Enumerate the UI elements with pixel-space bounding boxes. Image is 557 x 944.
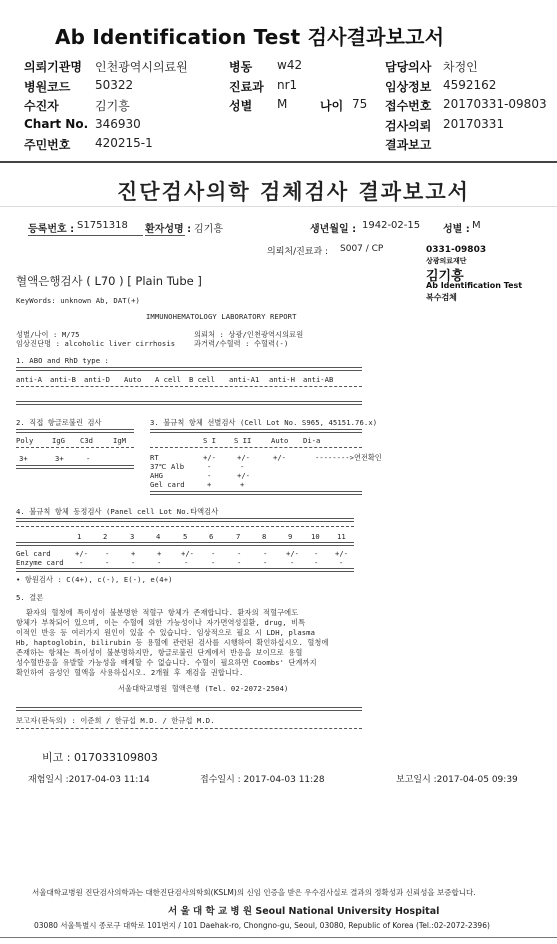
panel-enz-7: -: [237, 558, 242, 567]
hospital-code-value: 50322: [95, 78, 134, 92]
ward-dept-label: 의뢰처/진료과 :: [267, 247, 329, 257]
patient-underline: [145, 235, 185, 236]
conclusion-line-6: 성수혈반응을 유발할 가능성을 배제할 수 없습니다. 수혈이 필요하면 Coombs' 단계까지: [16, 658, 317, 667]
receipt-no-value: 20170331-09803: [443, 97, 547, 111]
received-time: 접수일시 : 2017-04-03 11:28: [200, 775, 325, 785]
panel-enz-6: -: [211, 558, 216, 567]
chart-no-label: Chart No.: [24, 117, 89, 131]
screen-top-rule: [150, 429, 362, 433]
stamp-specimen: 복수검체: [426, 293, 457, 302]
screen-phase-37: 37℃ Alb: [150, 462, 185, 471]
section-dat-title: 2. 직접 항글로불린 검사: [16, 418, 102, 427]
screen-37-si: -: [207, 462, 212, 471]
screen-gel-sii: +: [240, 480, 245, 489]
clinical-info-value: 4592162: [443, 78, 497, 92]
panel-enz-2: -: [105, 558, 110, 567]
keywords: KeyWords: unknown Ab, DAT(+): [16, 296, 140, 305]
screen-dia: Di-a: [303, 436, 321, 445]
panel-gel-1: +/-: [75, 549, 88, 558]
panel-enz-11: -: [339, 558, 344, 567]
panel-gel-label: Gel card: [16, 549, 51, 558]
hospital-value: 인천광역시의료원: [95, 60, 188, 74]
section-conclusion-title: 5. 결론: [16, 593, 44, 602]
dob-value: 1942-02-15: [362, 220, 421, 231]
ward-value: w42: [277, 58, 303, 72]
stamp-test: Ab Identification Test: [426, 281, 523, 290]
abo-b-cell: B cell: [189, 375, 215, 384]
panel-gel-10: -: [314, 549, 319, 558]
conclusion-line-1: 환자의 혈청에 특이성이 불분명한 적혈구 항체가 존재합니다. 환자의 적혈구에도: [26, 608, 299, 617]
abo-mid-rule: [16, 386, 362, 387]
screen-phase-ahg: AHG: [150, 471, 163, 480]
panel-col-10: 10: [311, 532, 320, 541]
panel-gel-11: +/-: [335, 549, 348, 558]
dat-c3d-value: -: [86, 454, 91, 463]
transfusion-history: 과거력/수혈력 : 수혈력(-): [194, 339, 289, 348]
report-title: Ab Identification Test 검사결과보고서: [55, 25, 445, 49]
panel-sub-rule: [16, 526, 354, 527]
chart-no-value: 346930: [95, 117, 141, 131]
screen-ahg-sii: +/-: [237, 471, 250, 480]
screen-auto: Auto: [271, 436, 289, 445]
doc-sex-value: M: [472, 220, 481, 231]
screen-rt-sii: +/-: [237, 453, 250, 462]
dat-igg: IgG: [52, 436, 65, 445]
conclusion-line-7: 확인하여 음성인 혈액을 사용하십시오. 2개월 후 재검을 권합니다.: [16, 668, 244, 677]
diagnosis: 임상진단명 : alcoholic liver cirrhosis: [16, 339, 176, 348]
antigen-test: • 항원검사 : C(4+), c(-), E(-), e(4+): [16, 575, 173, 584]
reg-no-value: S1751318: [77, 220, 128, 231]
panel-enz-4: -: [157, 558, 162, 567]
panel-enz-3: -: [131, 558, 136, 567]
screen-ahg-si: -: [207, 471, 212, 480]
panel-gel-5: +/-: [181, 549, 194, 558]
panel-col-4: 4: [156, 532, 161, 541]
patient-label: 수진자: [24, 99, 59, 113]
abo-top-rule: [16, 367, 362, 371]
abo-anti-h: anti-H: [269, 375, 295, 384]
panel-col-3: 3: [130, 532, 135, 541]
footer-address: 03080 서울특별시 종로구 대학로 101번지 / 101 Daehak-ro, Chongno-gu, Seoul, 03080, Republic of Korea (Tel.:02-2072-2396): [34, 921, 490, 930]
screen-bottom-rule: [150, 491, 362, 495]
age-label: 나이: [320, 99, 344, 113]
conclusion-line-4: Hb, haptoglobin, bilirubin 등 용혈에 관련된 검사를 시행하여 확인하십시오. 혈청에: [16, 638, 329, 647]
footer-bottom-rule: [0, 937, 557, 938]
abo-anti-d: anti-D: [84, 375, 110, 384]
panel-col-1: 1: [77, 532, 82, 541]
department-label: 진료과: [229, 80, 264, 94]
conclusion-line-5: 존재하는 항체는 특이성이 불분명하지만, 항글로불린 단계에서 반응을 보이므로 용혈: [16, 648, 303, 657]
screen-rt-auto: +/-: [273, 453, 286, 462]
hospital-label: 의뢰기관명: [24, 60, 82, 74]
screen-gel-si: +: [207, 480, 212, 489]
panel-enz-8: -: [263, 558, 268, 567]
resident-no-value: 420215-1: [95, 136, 153, 150]
sex-age: 성별/나이 : M/75: [16, 330, 80, 339]
panel-top-rule: [16, 518, 354, 522]
recheck-time: 재험일시 :2017-04-03 11:14: [28, 775, 150, 785]
panel-col-11: 11: [337, 532, 346, 541]
abo-anti-a1: anti-A1: [229, 375, 260, 384]
panel-gel-3: +: [131, 549, 136, 558]
panel-gel-2: -: [105, 549, 110, 558]
stamp-receipt-no: 0331-09803: [426, 245, 487, 255]
dat-mid-rule: [16, 447, 134, 448]
lab-report-title: IMMUNOHEMATOLOGY LABORATORY REPORT: [146, 312, 297, 321]
sex-value: M: [277, 97, 288, 111]
dat-top-rule: [16, 429, 134, 433]
screen-mid-rule: [150, 447, 362, 448]
panel-enz-1: -: [79, 558, 84, 567]
panel-enzyme-label: Enzyme card: [16, 558, 64, 567]
requester: 의뢰처 : 상광/인천광역시의료원: [194, 330, 304, 339]
abo-a-cell: A cell: [155, 375, 181, 384]
section-panel-title: 4. 불규칙 항체 동정검사 (Panel cell Lot No.타액검사: [16, 507, 219, 516]
abo-auto: Auto: [124, 375, 142, 384]
age-value: 75: [352, 97, 368, 111]
panel-col-7: 7: [236, 532, 241, 541]
panel-gel-9: +/-: [286, 549, 299, 558]
section-screen-title: 3. 불규칙 항체 선별검사 (Cell Lot No. S965, 45151.76.x): [150, 418, 378, 427]
doctor-label: 담당의사: [385, 60, 432, 74]
reported-time: 보고일시 :2017-04-05 09:39: [396, 775, 518, 785]
screen-37-sii: -: [240, 462, 245, 471]
panel-col-8: 8: [262, 532, 267, 541]
request-date-label: 검사의뢰: [385, 119, 432, 133]
panel-col-5: 5: [183, 532, 188, 541]
footer-hospital-name: 서 울 대 학 교 병 원 Seoul National University Hospital: [168, 906, 440, 917]
receipt-no-label: 접수번호: [385, 99, 432, 113]
panel-enz-5: -: [184, 558, 189, 567]
screen-rt-si: +/-: [203, 453, 216, 462]
doc-sex-label: 성별 :: [443, 224, 470, 235]
header-divider: [0, 161, 557, 163]
conclusion-line-2: 항체가 부착되어 있으며, 이는 수혈에 의한 가능성이나 자가면역성질환, drug, 비특: [16, 618, 306, 627]
abo-bottom-rule: [16, 401, 362, 405]
sex-label: 성별: [229, 99, 253, 113]
panel-head-rule: [16, 542, 354, 546]
panel-gel-8: -: [263, 549, 268, 558]
footer-accreditation: 서울대학교병원 진단검사의학과는 대한진단검사의학회(KSLM)의 신임 인증을 받은 우수검사실로 결과의 정확성과 신뢰성을 보증합니다.: [32, 888, 476, 897]
hospital-code-label: 병원코드: [24, 80, 71, 94]
remark: 비고 : 017033109803: [42, 751, 158, 764]
clinical-info-label: 임상정보: [385, 80, 432, 94]
request-date-value: 20170331: [443, 117, 505, 131]
dat-bottom-rule: [16, 465, 134, 469]
dat-igg-value: 3+: [55, 454, 64, 463]
dat-poly: Poly: [16, 436, 34, 445]
reg-underline: [28, 235, 143, 236]
panel-gel-4: +: [157, 549, 162, 558]
conclusion-line-3: 이적인 반응 등 여러가지 원인이 있을 수 있습니다. 임상적으로 필요 시 LDH, plasma: [16, 628, 316, 637]
ward-label: 병동: [229, 60, 253, 74]
stamp-org: 상광의료재단: [426, 257, 467, 265]
department-value: nr1: [277, 78, 298, 92]
patient-name-value: 김기흥: [194, 224, 223, 235]
blood-bank-contact: 서울대학교병원 혈액은행 (Tel. 02-2072-2504): [118, 684, 289, 693]
title-divider: [0, 206, 557, 207]
panel-bottom-rule: [16, 568, 354, 572]
section-abo-title: 1. ABO and RhD type :: [16, 356, 109, 365]
dat-igm: IgM: [113, 436, 126, 445]
test-title: 혈액은행검사 ( L70 ) [ Plain Tube ]: [16, 274, 202, 288]
screen-phase-rt: RT: [150, 453, 159, 462]
screen-si: S I: [203, 436, 216, 445]
ward-dept-value: S007 / CP: [340, 244, 384, 254]
screen-phase-gel: Gel card: [150, 480, 185, 489]
reporter: 보고자(판독의) : 이준희 / 한규섭 M.D. / 한규섭 M.D.: [16, 716, 215, 725]
panel-enz-10: -: [314, 558, 319, 567]
dat-poly-value: 3+: [19, 454, 28, 463]
abo-anti-b: anti-B: [50, 375, 76, 384]
panel-enz-9: -: [290, 558, 295, 567]
screen-sii: S II: [234, 436, 252, 445]
panel-col-9: 9: [288, 532, 293, 541]
stamp-patient: 김기흥: [426, 269, 464, 284]
panel-col-2: 2: [103, 532, 108, 541]
patient-name-label: 환자성명 :: [145, 224, 192, 235]
reporter-bottom-rule: [16, 728, 362, 729]
panel-col-6: 6: [209, 532, 214, 541]
result-report-label: 결과보고: [385, 138, 432, 152]
document-title: 진단검사의학 검체검사 결과보고서: [117, 180, 470, 204]
abo-anti-ab: anti-AB: [303, 375, 334, 384]
panel-gel-7: -: [237, 549, 242, 558]
reporter-top-rule: [16, 707, 362, 711]
abo-anti-a: anti-A: [16, 375, 42, 384]
screen-rt-note: -------->연전확인: [315, 453, 382, 462]
resident-no-label: 주민번호: [24, 138, 71, 152]
dob-label: 생년월일 :: [310, 224, 357, 235]
reg-no-label: 등록번호 :: [28, 224, 75, 235]
doctor-value: 차정인: [443, 60, 478, 74]
panel-gel-6: -: [211, 549, 216, 558]
patient-value: 김기흥: [95, 99, 130, 113]
dat-c3d: C3d: [80, 436, 93, 445]
